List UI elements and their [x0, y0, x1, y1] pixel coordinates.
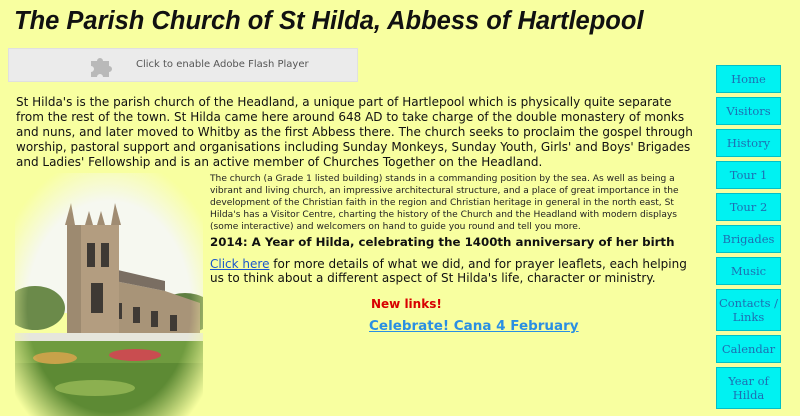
- flash-player-placeholder[interactable]: [8, 48, 358, 82]
- nav-calendar[interactable]: Calendar: [716, 335, 781, 363]
- flash-player-label: Click to enable Adobe Flash Player: [136, 59, 309, 70]
- nav-tour-2[interactable]: Tour 2: [716, 193, 781, 221]
- nav-music[interactable]: Music: [716, 257, 781, 285]
- nav-home[interactable]: Home: [716, 65, 781, 93]
- nav-visitors[interactable]: Visitors: [716, 97, 781, 125]
- click-here-paragraph: [210, 257, 700, 285]
- intro-paragraph: St Hilda's is the parish church of the Headland, a unique part of Hartlepool which is physically quite separate from the rest of the town. St Hilda came here around 648 AD to take charge of the double monastery of monks and nuns, and later moved to Whitby as the first Abbess there. The church seeks to proclaim the gospel through worship, pastoral support and organisations including Sunday Monkeys, Sunday Youth, Girls' and Boys' Brigades and Ladies' Fellowship and is an active member of Churches Together on the Headland.: [16, 95, 693, 169]
- side-navigation: [716, 65, 781, 413]
- year-of-hilda-heading: 2014: A Year of Hilda, celebrating the 1400th anniversary of her birth: [210, 235, 675, 249]
- page-title: The Parish Church of St Hilda, Abbess of Hartlepool: [14, 7, 644, 35]
- click-here-link[interactable]: Click here: [210, 257, 270, 271]
- nav-history[interactable]: History: [716, 129, 781, 157]
- church-description: The church (a Grade 1 listed building) stands in a commanding position by the sea. As well as being a vibrant and living church, an impressive architectural structure, and a place of great importance in the development of the Christian faith in the region and Christian heritage in general in the north east, St Hilda's has a Visitor Centre, charting the history of the Church and the Headland with modern displays (some interactive) and welcomers on hand to guide you round and tell you more.: [210, 174, 679, 232]
- new-links-label: New links!: [371, 297, 442, 311]
- celebrate-cana-link[interactable]: Celebrate! Cana 4 February: [369, 318, 579, 334]
- puzzle-piece-icon: [87, 53, 119, 79]
- nav-brigades[interactable]: Brigades: [716, 225, 781, 253]
- nav-tour-1[interactable]: Tour 1: [716, 161, 781, 189]
- nav-contacts-links[interactable]: Contacts / Links: [716, 289, 781, 331]
- church-photo: [15, 173, 203, 416]
- click-here-text: for more details of what we did, and for prayer leaflets, each helping us to think about a different aspect of St Hilda's life, character or ministry.: [210, 257, 687, 285]
- nav-year-of-hilda[interactable]: Year of Hilda: [716, 367, 781, 409]
